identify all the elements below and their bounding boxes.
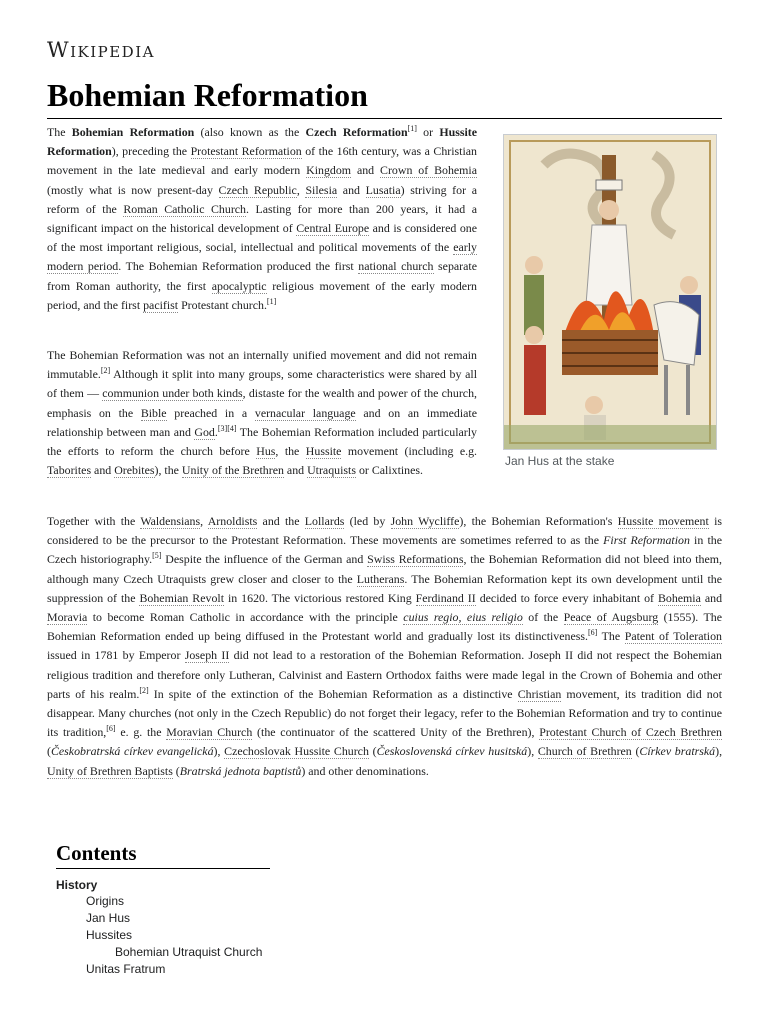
wiki-link[interactable]: Christian [517, 686, 562, 701]
wiki-link[interactable]: Peace of Augsburg [563, 610, 659, 625]
text-run: in 1620. The victorious restored King [224, 590, 416, 605]
wiki-link[interactable]: Unity of Brethren Baptists [47, 763, 173, 778]
wiki-link[interactable]: vernacular language [254, 405, 356, 420]
citation-ref[interactable]: [6] [587, 628, 598, 638]
text-run: of the [522, 610, 564, 625]
text-run: (the continuator of the scattered Unity of the Brethren), [252, 725, 540, 740]
figure-caption: Jan Hus at the stake [505, 454, 615, 468]
wiki-link[interactable]: Bohemia [657, 590, 701, 605]
toc-item-jan-hus[interactable]: Jan Hus [86, 911, 131, 925]
toc-item-bohemian-utraquist-church[interactable]: Bohemian Utraquist Church [115, 945, 263, 959]
text-run: to become Roman Catholic in accordance with the principle [87, 610, 404, 625]
italic-term: Bratrská jednota baptistů [179, 763, 302, 778]
wiki-link[interactable]: Lutherans [356, 571, 405, 586]
text-run: The [47, 125, 72, 139]
text-run: movement, its tradition did not disappear. Many churches (not only in the Czech Republic) do not forget their legacy, refer to the Bohemian Reformation and try to continue its tradition, [47, 686, 722, 740]
toc-item-history[interactable]: History [56, 878, 98, 892]
text-run: , [200, 514, 208, 528]
paragraph-characteristics [47, 346, 477, 480]
wiki-link[interactable]: Moravia [47, 610, 88, 625]
toc-title: Contents [56, 840, 270, 869]
wiki-link[interactable]: Arnoldists [207, 514, 258, 528]
text-run: , the [275, 444, 306, 459]
text-run: Although it split into many groups, some characteristics were shared by all of them — [47, 367, 477, 401]
wiki-link[interactable]: Bible [140, 405, 167, 420]
text-run: , [296, 182, 306, 197]
text-run: or Calixtines. [355, 463, 424, 478]
text-run: ) striving for a reform of the [47, 182, 477, 216]
toc-list [56, 877, 270, 978]
wiki-link[interactable]: national church [358, 259, 434, 274]
wiki-link[interactable]: Protestant Church of Czech Brethren [539, 725, 722, 740]
text-run: ) and other denominations. [301, 763, 429, 778]
wiki-link[interactable]: Lusatia [365, 182, 401, 197]
text-run: . [214, 424, 218, 439]
text-run: The [597, 629, 625, 644]
text-run: in the Czech historiography. [47, 533, 722, 567]
wiki-link[interactable]: Roman Catholic Church [123, 201, 246, 216]
wiki-link[interactable]: Utraquists [307, 463, 356, 478]
text-run: decided to force every inhabitant of [475, 590, 658, 605]
text-run: ), [527, 744, 538, 759]
text-run: and [351, 163, 381, 178]
citation-ref[interactable]: [3][4] [217, 423, 237, 433]
wiki-link[interactable]: God [194, 424, 215, 439]
wiki-link[interactable]: Waldensians [140, 514, 201, 528]
wiki-link[interactable]: Czechoslovak Hussite Church [224, 744, 369, 759]
wiki-link[interactable]: communion under both kinds [102, 386, 243, 401]
wiki-link[interactable]: Hussite movement [617, 514, 709, 528]
toc-item-hussites[interactable]: Hussites [86, 928, 133, 942]
text-run: . Lasting for more than 200 years, it had a significant impact on the historical development of [47, 201, 477, 236]
citation-ref[interactable]: [2] [139, 685, 149, 695]
wiki-link[interactable]: Hus [256, 444, 276, 459]
wiki-link[interactable]: Moravian Church [166, 725, 253, 740]
wiki-link[interactable]: Orebites [114, 463, 155, 478]
text-run: . The Bohemian Reformation kept its own development until the suppression of the [47, 571, 722, 605]
text-run: (also known as the [194, 125, 306, 139]
text-run: In spite of the extinction of the Bohemian Reformation as a distinctive [148, 686, 518, 701]
wiki-link[interactable]: Central Europe [296, 221, 370, 236]
text-run: or [416, 125, 440, 139]
text-run: , the Bohemian Reformation did not bleed into them, although many Czech Utraquists grew closer and closer to the [47, 552, 723, 586]
page-title: Bohemian Reformation [47, 76, 722, 119]
text-run: and [91, 463, 115, 478]
wiki-link[interactable]: cuius regio, eius religio [403, 610, 523, 625]
wiki-link[interactable]: Silesia [305, 182, 338, 197]
citation-ref[interactable]: [1] [407, 124, 417, 134]
wiki-link[interactable]: Patent of Toleration [624, 629, 722, 644]
wiki-link[interactable]: Unity of the Brethren [181, 463, 284, 478]
citation-ref[interactable]: [6] [106, 724, 116, 734]
wiki-link[interactable]: Kingdom [306, 163, 352, 178]
text-run: preached in a [166, 405, 255, 420]
citation-ref[interactable]: [5] [152, 551, 162, 561]
toc-item-origins[interactable]: Origins [86, 894, 125, 908]
text-run: Protestant church. [178, 297, 267, 312]
wiki-link[interactable]: pacifist [143, 297, 179, 312]
text-run: e. g. the [115, 725, 167, 740]
text-run: ( [172, 763, 180, 778]
wiki-link[interactable]: Protestant Reformation [190, 144, 302, 159]
wiki-link[interactable]: Church of Brethren [537, 744, 632, 759]
text-run: ( [631, 744, 640, 759]
text-run: of the 16th century, was a Christian movement in the late medieval and early modern [47, 144, 477, 178]
text-run: ), the [154, 463, 182, 478]
text-run: ), [213, 744, 225, 759]
text-run: and the [257, 514, 305, 528]
wiki-link[interactable]: John Wycliffe [390, 514, 460, 528]
infobox-figure [503, 134, 717, 468]
text-run: ), [715, 744, 723, 759]
text-run: ), the Bohemian Reformation's [459, 514, 618, 528]
text-run: movement (including e.g. [341, 444, 478, 459]
text-run: and on an immediate relationship between man and [47, 405, 478, 439]
wiki-link[interactable]: Taborites [47, 463, 92, 478]
text-run: ( [368, 744, 377, 759]
paragraph-history [47, 512, 722, 781]
toc-item-unitas-fratrum[interactable]: Unitas Fratrum [86, 962, 166, 976]
text-run: , distaste for the wealth and power of the church, emphasis on the [47, 386, 477, 420]
bold-term: Czech Reformation [305, 125, 408, 139]
wiki-link[interactable]: Joseph II [184, 648, 230, 663]
wiki-link[interactable]: Ferdinand II [415, 590, 476, 605]
citation-ref[interactable]: [2] [100, 366, 111, 376]
table-of-contents [56, 840, 270, 978]
citation-ref[interactable]: [1] [266, 296, 277, 306]
text-run: separate from Roman authority, the first [47, 259, 478, 293]
wiki-link[interactable]: Bohemian Revolt [139, 590, 225, 605]
jan-hus-stake-image[interactable] [503, 134, 717, 450]
text-run: and [700, 590, 723, 605]
text-run: did not lead to a restoration of the Bohemian Reformation. Joseph II did not respect the Bohemian religious tradition and therefore only Lutheran, Calvinist and Eastern Orthodox faiths were made legal in the Crown of Bohemia and other parts of his realm. [47, 648, 722, 701]
wiki-link[interactable]: Hussite [305, 444, 342, 459]
wiki-link[interactable]: Lollards [304, 514, 345, 528]
italic-term: Církev bratrská [639, 744, 716, 759]
text-run: (mostly what is now present-day [47, 182, 219, 197]
text-run: ( [47, 744, 51, 759]
wiki-link[interactable]: apocalyptic [211, 278, 267, 293]
text-run: (1555). The Bohemian Reformation ended up being diffused in the Protestant world and gradually lost its distinctiveness. [47, 610, 722, 644]
paragraph-intro [47, 123, 477, 315]
text-run: The Bohemian Reformation included particularly the efforts to reform the church before [47, 424, 477, 459]
text-run: Despite the influence of the German and [161, 552, 368, 567]
italic-term: First Reformation [603, 533, 690, 548]
wiki-link[interactable]: Czech Republic [218, 182, 297, 197]
text-run: The Bohemian Reformation was not an internally unified movement and did not remain immutable. [47, 348, 477, 382]
text-run: (led by [344, 514, 391, 528]
text-run: ), preceding the [111, 144, 191, 159]
text-run: religious movement of the early modern period, and the first [47, 278, 477, 312]
wiki-link[interactable]: Swiss Reformations [367, 552, 464, 567]
wiki-link[interactable]: early modern period [47, 240, 477, 274]
text-run: and [283, 463, 308, 478]
text-run: . The Bohemian Reformation produced the first [118, 259, 359, 274]
bold-term: Hussite Reformation [47, 125, 478, 159]
text-run: and is considered one of the most important religious, social, intellectual and political movements of the [47, 221, 478, 255]
text-run: is considered to be the precursor to the Protestant Reformation. These movements are sometimes referred to as the [47, 514, 723, 548]
italic-term: Československá církev husitská [376, 744, 528, 759]
text-run: issued in 1781 by Emperor [47, 648, 185, 663]
wikipedia-logo[interactable]: Wikipedia [47, 38, 155, 62]
italic-term: Českobratrská církev evangelická [50, 744, 214, 759]
bold-term: Bohemian Reformation [71, 125, 195, 139]
text-run: Together with the [47, 514, 141, 528]
wiki-link[interactable]: Crown of Bohemia [380, 163, 478, 178]
text-run: and [337, 182, 366, 197]
